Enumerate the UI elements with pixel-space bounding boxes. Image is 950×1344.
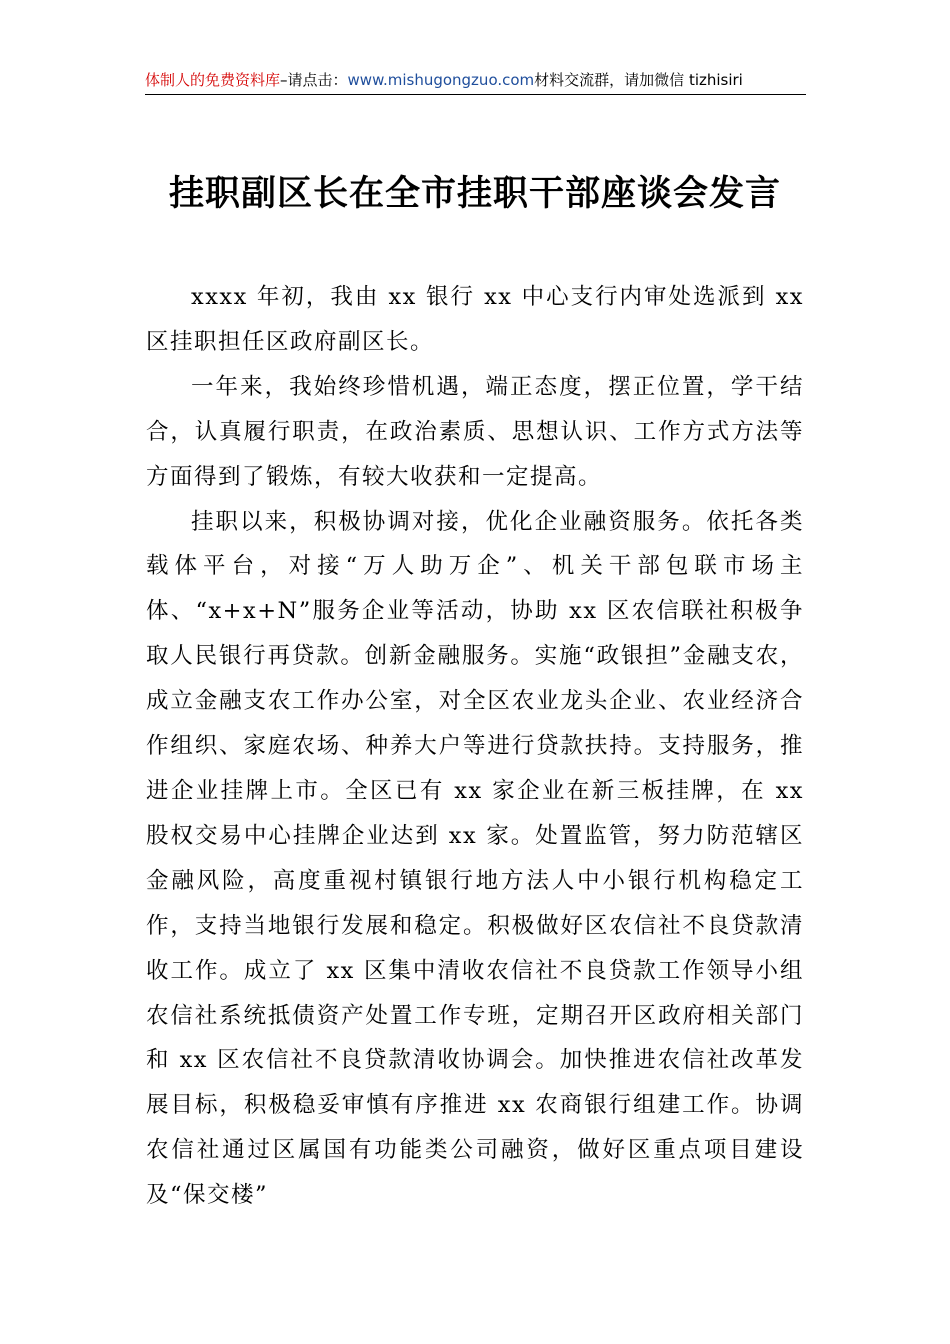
page-header bbox=[145, 66, 806, 95]
paragraph: xxxx 年初，我由 xx 银行 xx 中心支行内审处选派到 xx 区挂职担任区政府副区长。 bbox=[146, 284, 804, 355]
header-wechat-prompt: 材料交流群，请加微信 tizhisiri bbox=[534, 71, 743, 89]
header-click-prompt: –请点击： bbox=[280, 71, 348, 89]
header-site-name: 体制人的免费资料库 bbox=[145, 71, 281, 89]
document-body bbox=[146, 275, 804, 1218]
paragraph: 挂职以来，积极协调对接，优化企业融资服务。依托各类载体平台，对接“万人助万企”、机关干部包联市场主体、“x+x+N”服务企业等活动，协助 xx 区农信联社积极争取人民银行再贷款。创新金融服务。实施“政银担”金融支农，成立金融支农工作办公室，对全区农业龙头企业、农业经济合作组织、家庭农场、种养大户等进行贷款扶持。支持服务，推进企业挂牌上市。全区已有 xx 家企业在新三板挂牌，在 xx 股权交易中心挂牌企业达到 xx 家。处置监管，努力防范辖区金融风险，高度重视村镇银行地方法人中小银行机构稳定工作，支持当地银行发展和稳定。积极做好区农信社不良贷款清收工作。成立了 xx 区集中清收农信社不良贷款工作领导小组农信社系统抵债资产处置工作专班，定期召开区政府相关部门和 xx 区农信社不良贷款清收协调会。加快推进农信社改革发展目标，积极稳妥审慎有序推进 xx 农商银行组建工作。协调农信社通过区属国有功能类公司融资，做好区重点项目建设及“保交楼” bbox=[146, 508, 804, 1209]
header-url-link[interactable]: www.mishugongzuo.com bbox=[347, 71, 535, 89]
paragraph: 一年来，我始终珍惜机遇，端正态度，摆正位置，学干结合，认真履行职责，在政治素质、思想认识、工作方式方法等方面得到了锻炼，有较大收获和一定提高。 bbox=[146, 373, 804, 490]
document-title: 挂职副区长在全市挂职干部座谈会发言 bbox=[168, 173, 781, 214]
